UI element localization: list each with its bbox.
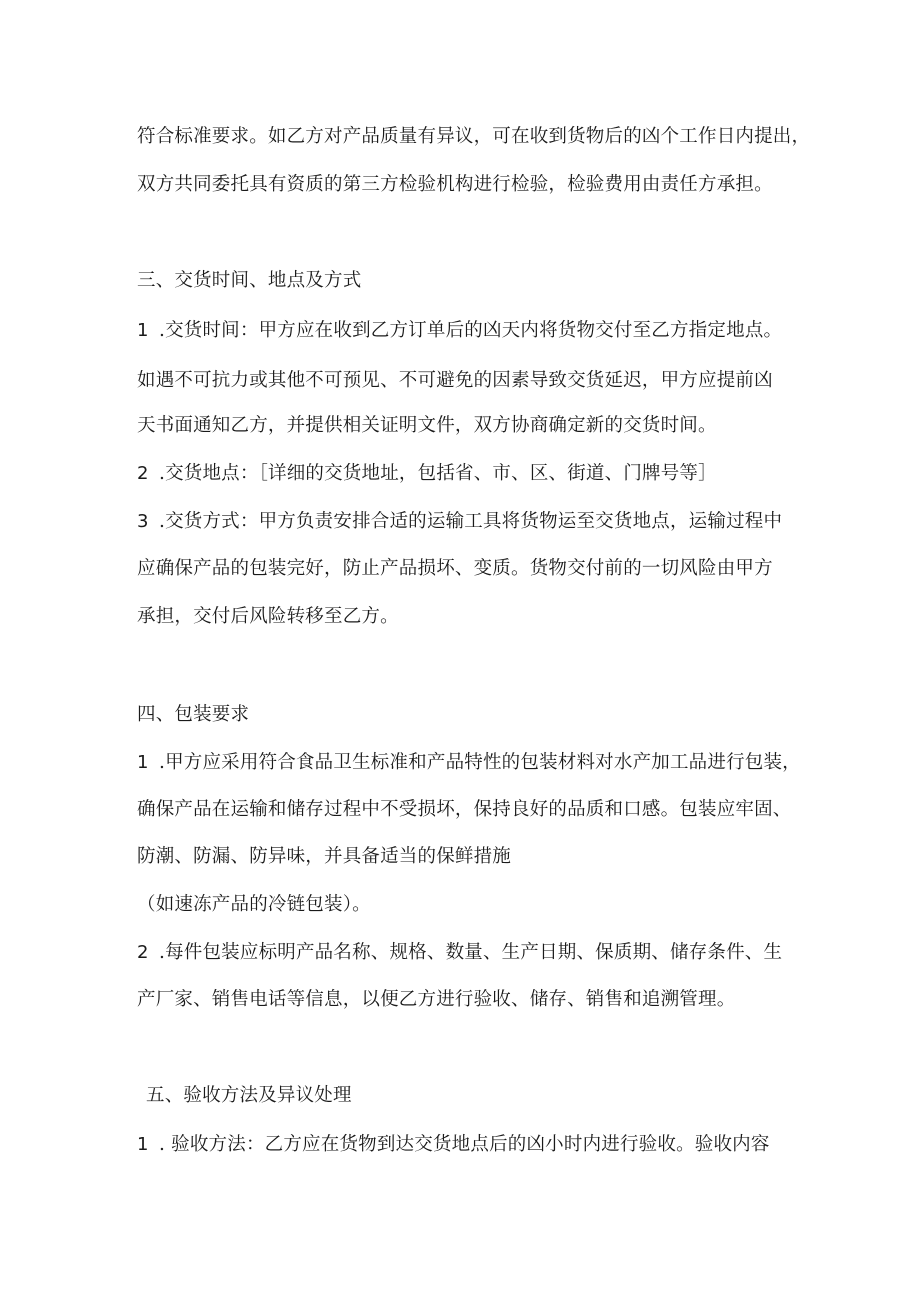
text-line: 符合标准要求。如乙方对产品质量有异议，可在收到货物后的凶个工作日内提出， [137, 126, 811, 147]
item-text: . 验收方法：乙方应在货物到达交货地点后的凶小时内进行验收。验收内容 [159, 1134, 770, 1155]
item-number: 1 [137, 1134, 149, 1155]
text-line: 双方共同委托具有资质的第三方检验机构进行检验，检验费用由责任方承担。 [137, 174, 773, 195]
item-text: .甲方应采用符合食品卫生标准和产品特性的包装材料对水产加工品进行包装， [159, 752, 801, 773]
text-line: 应确保产品的包装完好，防止产品损坏、变质。货物交付前的一切风险由甲方 [137, 558, 773, 579]
item-number: 1 [137, 320, 149, 341]
item-number: 2 [137, 463, 149, 484]
text-line: 如遇不可抗力或其他不可预见、不可避免的因素导致交货延迟，甲方应提前凶 [137, 370, 773, 391]
item-text: .交货方式：甲方负责安排合适的运输工具将货物运至交货地点，运输过程中 [159, 511, 783, 532]
item-text: .交货时间：甲方应在收到乙方订单后的凶天内将货物交付至乙方指定地点。 [159, 320, 783, 341]
text-line: 防潮、防漏、防异味，并具备适当的保鲜措施 [137, 846, 512, 867]
section-heading: 四、包装要求 [137, 704, 250, 725]
list-item [137, 509, 782, 535]
item-text: .每件包装应标明产品名称、规格、数量、生产日期、保质期、储存条件、生 [159, 942, 783, 963]
text-line: 产厂家、销售电话等信息，以便乙方进行验收、储存、销售和追溯管理。 [137, 989, 736, 1010]
item-number: 1 [137, 752, 149, 773]
text-line: 天书面通知乙方，并提供相关证明文件，双方协商确定新的交货时间。 [137, 415, 717, 436]
text-line: （如速冻产品的冷链包装）。 [137, 894, 371, 915]
item-text: .交货地点：［详细的交货地址，包括省、市、区、街道、门牌号等］ [159, 463, 717, 484]
section-heading: 三、交货时间、地点及方式 [137, 270, 362, 291]
list-item [137, 318, 782, 344]
text-line: 承担，交付后风险转移至乙方。 [137, 606, 399, 627]
item-number: 3 [137, 511, 149, 532]
list-item [137, 1132, 770, 1158]
list-item [137, 750, 801, 776]
text-line: 确保产品在运输和储存过程中不受损坏，保持良好的品质和口感。包装应牢固、 [137, 799, 792, 820]
list-item [137, 940, 782, 966]
item-number: 2 [137, 942, 149, 963]
section-heading: 五、验收方法及异议处理 [146, 1085, 352, 1106]
list-item [137, 461, 717, 487]
